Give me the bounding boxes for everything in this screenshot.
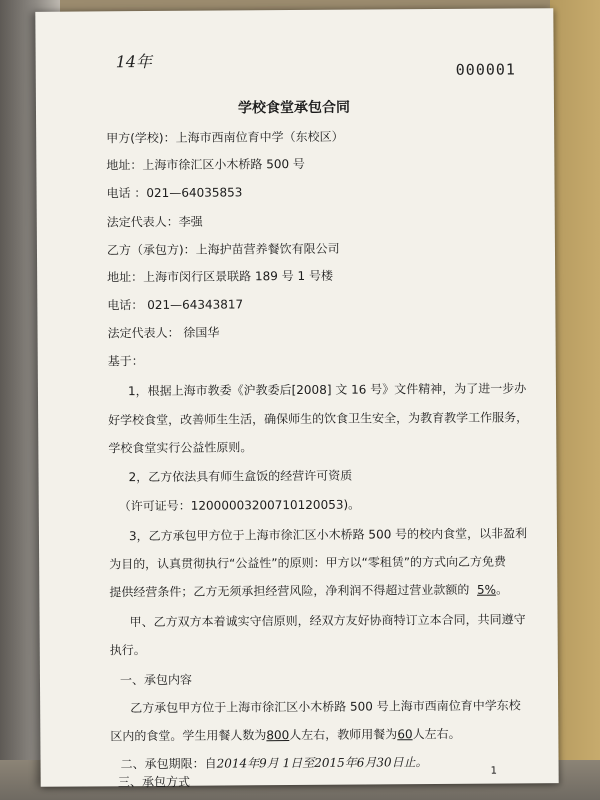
profit-rate: 5%	[476, 582, 497, 597]
party-a-representative: 法定代表人：李强	[106, 214, 203, 230]
clause-3-line-1: 3，乙方承包甲方位于上海市徐汇区小木桥路 500 号的校内食堂，以非盈利	[128, 526, 528, 544]
party-b-address: 地址：上海市闵行区景联路 189 号 1 号楼	[107, 268, 334, 285]
clause-3-end: 。	[496, 582, 509, 597]
contract-period: 2014年9月 1日至2015年6月30日止。	[216, 755, 428, 771]
party-b-phone: 电话： 021—64343817	[107, 297, 244, 313]
section-3-heading: 三、承包方式	[118, 775, 191, 789]
party-a-name: 甲方(学校)：上海市西南位育中学（东校区）	[106, 129, 344, 146]
clause-2-line-2: （许可证号：12000003200710120053)。	[118, 497, 361, 514]
clause-2-line-1: 2，乙方依法具有师生盒饭的经营许可资质	[128, 468, 353, 485]
clause-4-line-1: 甲、乙方双方本着诚实守信原则，经双方友好协商特订立本合同，共同遵守	[129, 612, 526, 630]
clause-1-line-3: 学校食堂实行公益性原则。	[108, 440, 253, 456]
section-1-mid: 人左右，教师用餐为	[289, 727, 398, 743]
section-1-line-2	[110, 725, 460, 744]
handwritten-mark: 14年	[115, 52, 153, 72]
contract-page	[35, 8, 558, 787]
party-a-address: 地址：上海市徐汇区小木桥路 500 号	[106, 156, 305, 173]
section-2-prefix: 二、承包期限：自	[120, 756, 217, 772]
basis-heading: 基于：	[107, 354, 144, 369]
section-1-text: 区内的食堂。学生用餐人数为	[110, 728, 267, 744]
clause-3-line-3	[109, 581, 508, 601]
section-1-end: 人左右。	[412, 726, 461, 742]
clause-3-text: 提供经营条件；乙方无须承担经营风险，净利润不得超过营业款额的	[109, 582, 470, 600]
student-count: 800	[266, 728, 290, 743]
page-title: 学校食堂承包合同	[237, 99, 351, 117]
clause-1-line-2: 好学校食堂，改善师生生活，确保师生的饮食卫生安全，为教育教学工作服务，	[108, 410, 529, 428]
party-b-name: 乙方（承包方)：上海护苗营养餐饮有限公司	[106, 241, 340, 258]
page-number: 1	[490, 765, 498, 777]
clause-1-line-1: 1，根据上海市教委《沪教委后[2008] 文 16 号》文件精神，为了进一步办	[127, 381, 527, 399]
document-number: 000001	[455, 60, 516, 79]
clause-4-line-2: 执行。	[109, 643, 146, 658]
party-b-representative: 法定代表人： 徐国华	[107, 325, 220, 341]
section-2-line	[120, 753, 427, 772]
section-1-line-1: 乙方承包甲方位于上海市徐汇区小木桥路 500 号上海市西南位育中学东校	[130, 698, 521, 716]
teacher-count: 60	[397, 727, 413, 742]
party-a-phone: 电话 ：021—64035853	[106, 185, 243, 201]
section-1-heading: 一、承包内容	[119, 672, 193, 688]
clause-3-line-2: 为目的，认真贯彻执行“公益性”的原则：甲方以“零租赁”的方式向乙方免费	[109, 554, 507, 572]
